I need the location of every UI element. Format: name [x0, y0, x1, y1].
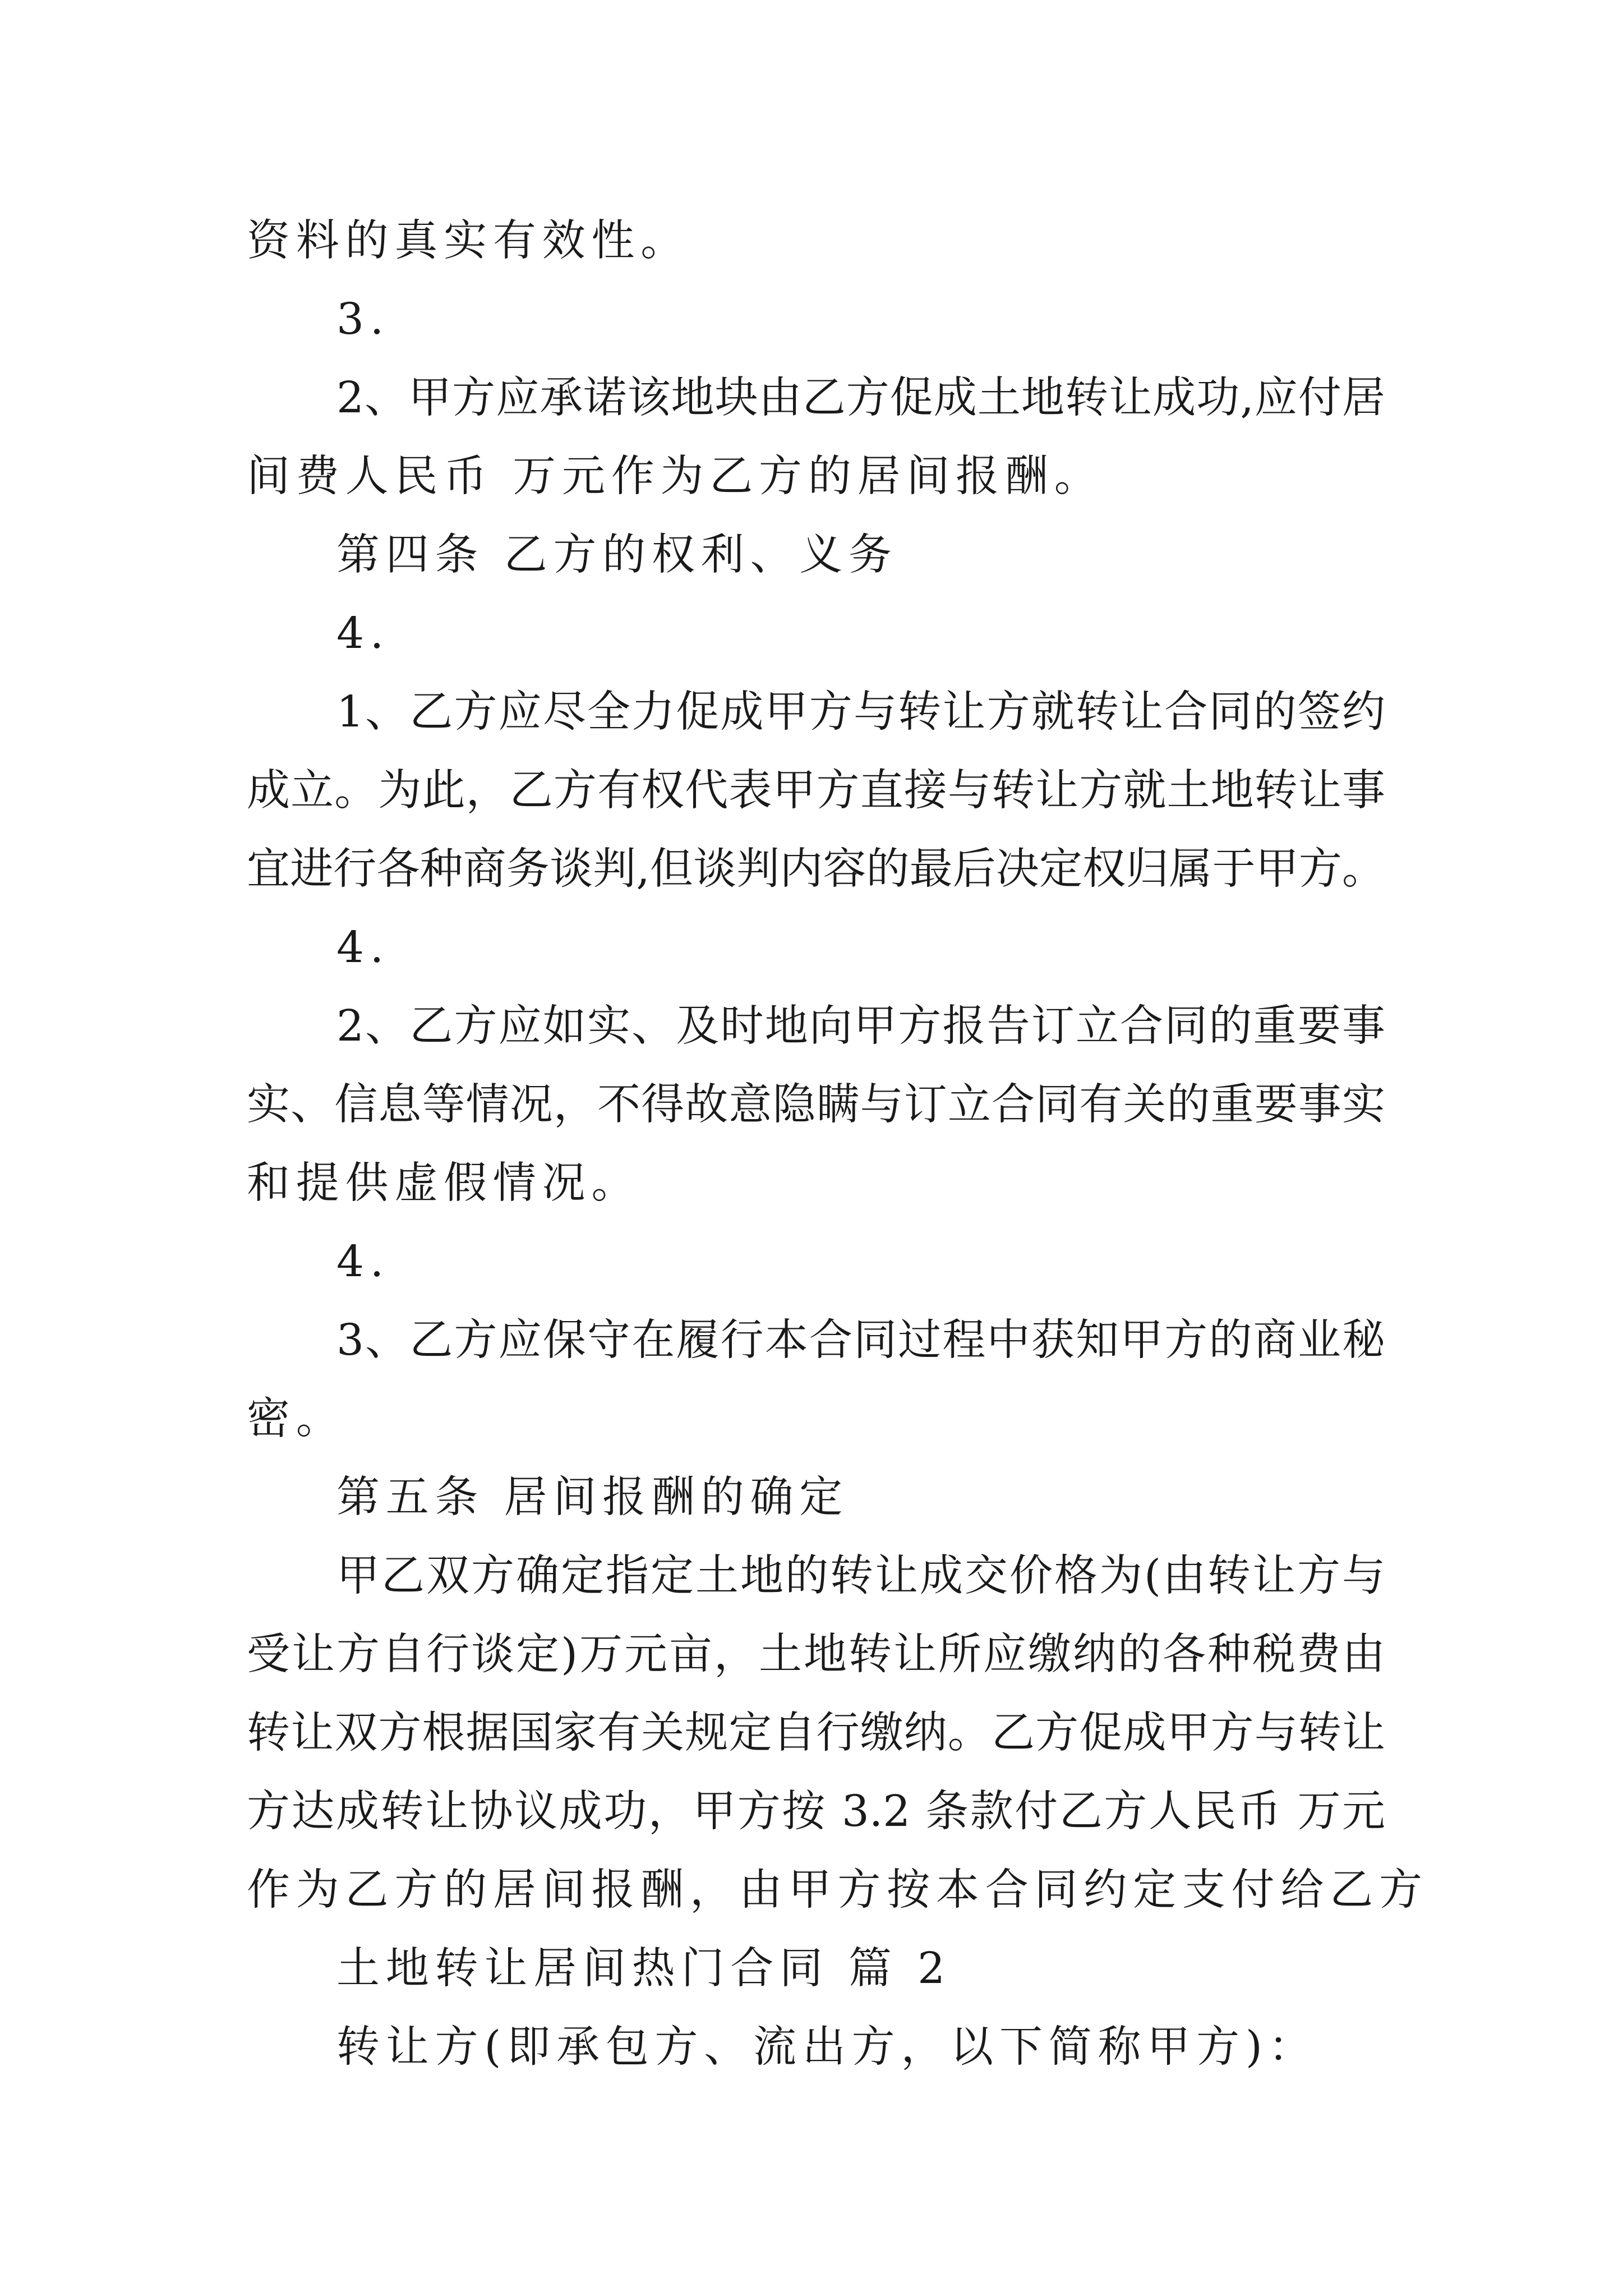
text-line [0, 914, 1623, 982]
text-line-content: 受让方自行谈定)万元亩，土地转让所应缴纳的各种税费由 [247, 1630, 1385, 1680]
text-line [0, 1307, 1623, 1374]
text-line [0, 836, 1623, 903]
text-line [0, 1778, 1623, 1846]
text-line-content: 4. [336, 1237, 390, 1287]
section-title [0, 1935, 1623, 2003]
text-line-content: 宜进行各种商务谈判,但谈判内容的最后决定权归属于甲方。 [247, 844, 1385, 894]
text-line [0, 993, 1623, 1060]
text-line-content: 第五条 居间报酬的确定 [336, 1473, 849, 1522]
text-line-content: 转让双方根据国家有关规定自行缴纳。乙方促成甲方与转让 [247, 1708, 1385, 1758]
text-line-content: 密。 [247, 1394, 345, 1444]
text-line-content: 3. [336, 295, 390, 344]
text-line [0, 1857, 1623, 1924]
text-line-content: 作为乙方的居间报酬，由甲方按本合同约定支付给乙方 [247, 1865, 1428, 1915]
text-line [0, 1071, 1623, 1139]
text-line-content: 实、信息等情况，不得故意隐瞒与订立合同有关的重要事实 [247, 1080, 1385, 1130]
text-line [0, 600, 1623, 668]
text-line [0, 208, 1623, 275]
text-line [0, 1150, 1623, 1217]
text-line [0, 1228, 1623, 1296]
text-line-content: 方达成转让协议成功，甲方按 3.2 条款付乙方人民币 万元 [247, 1787, 1385, 1837]
text-line [0, 1621, 1623, 1688]
text-line [0, 2014, 1623, 2081]
text-line-content: 资料的真实有效性。 [247, 216, 690, 266]
text-line-content: 土地转让居间热门合同 篇 2 [336, 1944, 951, 1994]
text-line [0, 286, 1623, 353]
text-line [0, 1543, 1623, 1610]
text-line [0, 1386, 1623, 1453]
text-line-content: 3、乙方应保守在履行本合同过程中获知甲方的商业秘 [336, 1315, 1385, 1365]
text-line [0, 679, 1623, 746]
text-line-content: 第四条 乙方的权利、义务 [336, 530, 898, 580]
text-line-content: 4. [336, 609, 390, 659]
text-line-content: 和提供虚假情况。 [247, 1158, 641, 1208]
article-heading [0, 1464, 1623, 1531]
text-line [0, 443, 1623, 510]
text-line-content: 成立。为此，乙方有权代表甲方直接与转让方就土地转让事 [247, 766, 1385, 816]
text-line [0, 365, 1623, 432]
article-heading [0, 522, 1623, 589]
text-line-content: 甲乙双方确定指定土地的转让成交价格为(由转让方与 [336, 1551, 1385, 1601]
text-line [0, 757, 1623, 825]
text-line-content: 4. [336, 923, 390, 973]
text-line [0, 1700, 1623, 1767]
text-line-content: 2、乙方应如实、及时地向甲方报告订立合同的重要事 [336, 1001, 1385, 1051]
text-line-content: 间费人民币 万元作为乙方的居间报酬。 [247, 452, 1104, 501]
text-line-content: 1、乙方应尽全力促成甲方与转让方就转让合同的签约 [336, 687, 1385, 737]
text-line-content: 转让方(即承包方、流出方，以下简称甲方)： [336, 2022, 1318, 2072]
text-line-content: 2、甲方应承诺该地块由乙方促成土地转让成功,应付居 [336, 373, 1385, 423]
